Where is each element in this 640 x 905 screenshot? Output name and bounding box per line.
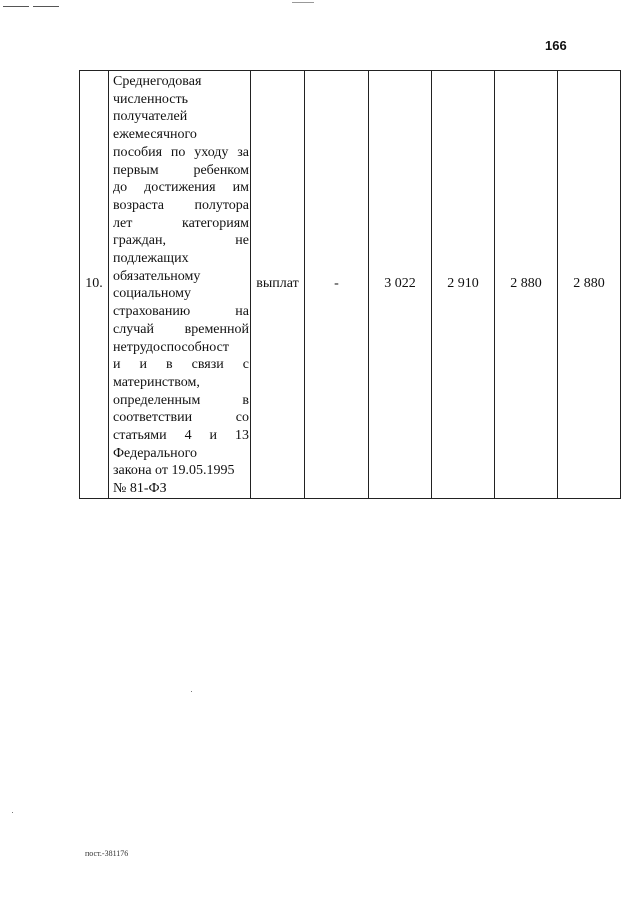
description-line: лет категориям	[113, 215, 249, 231]
row-value-4: 2 880	[558, 71, 621, 499]
description-line: граждан, не	[113, 233, 249, 249]
description-line: социальному	[113, 286, 191, 302]
description-line: получателей	[113, 109, 188, 125]
description-line: до достижения им	[113, 180, 249, 196]
description-line: статьями 4 и 13	[113, 428, 249, 444]
description-line: закона от 19.05.1995	[113, 463, 235, 479]
description-line: пособия по уходу за	[113, 144, 249, 160]
row-value-1: 3 022	[369, 71, 432, 499]
description-line: и и в связи с	[113, 357, 249, 373]
description-line: материнством,	[113, 374, 200, 390]
description-line: определенным в	[113, 392, 249, 408]
description-line: возраста полутора	[113, 197, 249, 213]
description-line: ежемесячного	[113, 127, 197, 143]
footer-document-code: пост.-381176	[85, 849, 129, 858]
description-line: страхованию на	[113, 304, 249, 320]
scan-mark	[3, 6, 29, 7]
description-lines	[113, 73, 249, 498]
row-value-2: 2 910	[432, 71, 495, 499]
top-scan-marks	[0, 0, 640, 10]
page-number: 166	[545, 38, 567, 53]
row-value-3: 2 880	[495, 71, 558, 499]
row-index: 10.	[80, 71, 109, 499]
row-base-value: -	[305, 71, 369, 499]
statistics-table	[79, 70, 621, 499]
description-line: обязательному	[113, 268, 201, 284]
description-line: численность	[113, 91, 188, 107]
description-line: нетрудоспособност	[113, 339, 229, 355]
description-line: № 81-ФЗ	[113, 481, 167, 497]
scan-speck	[191, 691, 192, 692]
description-line: случай временной	[113, 321, 249, 337]
description-line: соответствии со	[113, 410, 249, 426]
description-line: первым ребенком	[113, 162, 249, 178]
scan-speck	[12, 812, 13, 813]
row-unit: выплат	[251, 71, 305, 499]
table-row	[80, 71, 621, 499]
description-line: подлежащих	[113, 251, 189, 267]
description-line: Федерального	[113, 445, 198, 461]
scan-mark	[33, 6, 59, 7]
row-description	[109, 71, 251, 499]
description-line: Среднегодовая	[113, 74, 202, 89]
scan-mark	[292, 2, 314, 3]
